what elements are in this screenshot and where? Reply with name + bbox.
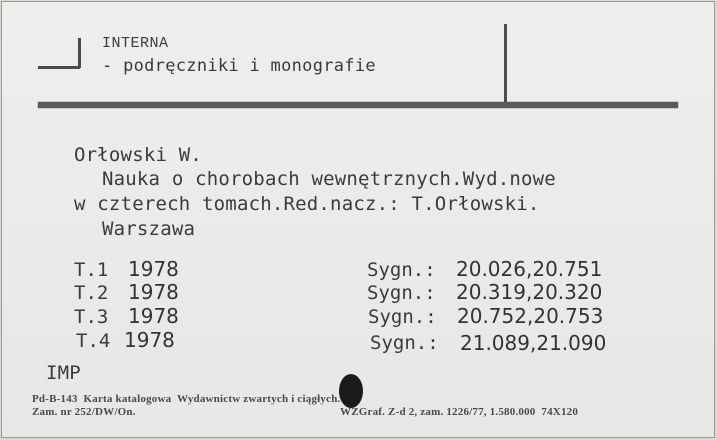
signature-number: 21.089,21.090 xyxy=(460,331,607,355)
signature-number: 20.026,20.751 xyxy=(456,257,603,281)
volume-year: 1978 xyxy=(128,257,179,281)
volume-year: 1978 xyxy=(124,328,175,352)
volume-label: T.4 xyxy=(76,330,111,352)
signature-label: Sygn.: xyxy=(368,306,437,328)
catalog-card xyxy=(1,1,715,438)
record-author: Orłowski W. xyxy=(74,144,203,166)
volume-label: T.1 xyxy=(74,259,109,281)
signature-number: 20.752,20.753 xyxy=(457,304,604,328)
record-place: Warszawa xyxy=(102,218,196,240)
signature-number: 20.319,20.320 xyxy=(456,280,603,304)
volume-label: T.3 xyxy=(74,306,109,328)
volume-year: 1978 xyxy=(128,280,179,304)
record-title-line-2: w czterech tomach.Red.nacz.: T.Orłowski. xyxy=(74,193,540,215)
header-corner-horizontal-rule xyxy=(38,66,80,69)
record-title-line-1: Nauka o chorobach wewnętrznych.Wyd.nowe xyxy=(102,168,556,190)
category-heading: INTERNA xyxy=(102,35,169,52)
signature-label: Sygn.: xyxy=(367,259,436,281)
imp-mark: IMP xyxy=(46,362,81,384)
category-subheading: - podręczniki i monografie xyxy=(102,56,376,76)
signature-label: Sygn.: xyxy=(367,282,436,304)
footer-form-line: Pd-B-143 Karta katalogowa Wydawnictw zwartych i ciągłych. xyxy=(32,393,341,405)
punch-hole xyxy=(339,374,363,408)
signature-label: Sygn.: xyxy=(370,332,439,354)
footer-printer-info: WZGraf. Z-d 2, zam. 1226/77, 1.580.000 74X120 xyxy=(340,406,579,418)
header-corner-vertical-rule xyxy=(78,38,81,68)
volume-label: T.2 xyxy=(74,282,109,304)
volume-year: 1978 xyxy=(128,304,179,328)
header-bottom-rule xyxy=(38,102,678,108)
header-divider-rule xyxy=(504,24,507,104)
footer-order-number: Zam. nr 252/DW/On. xyxy=(32,406,136,418)
